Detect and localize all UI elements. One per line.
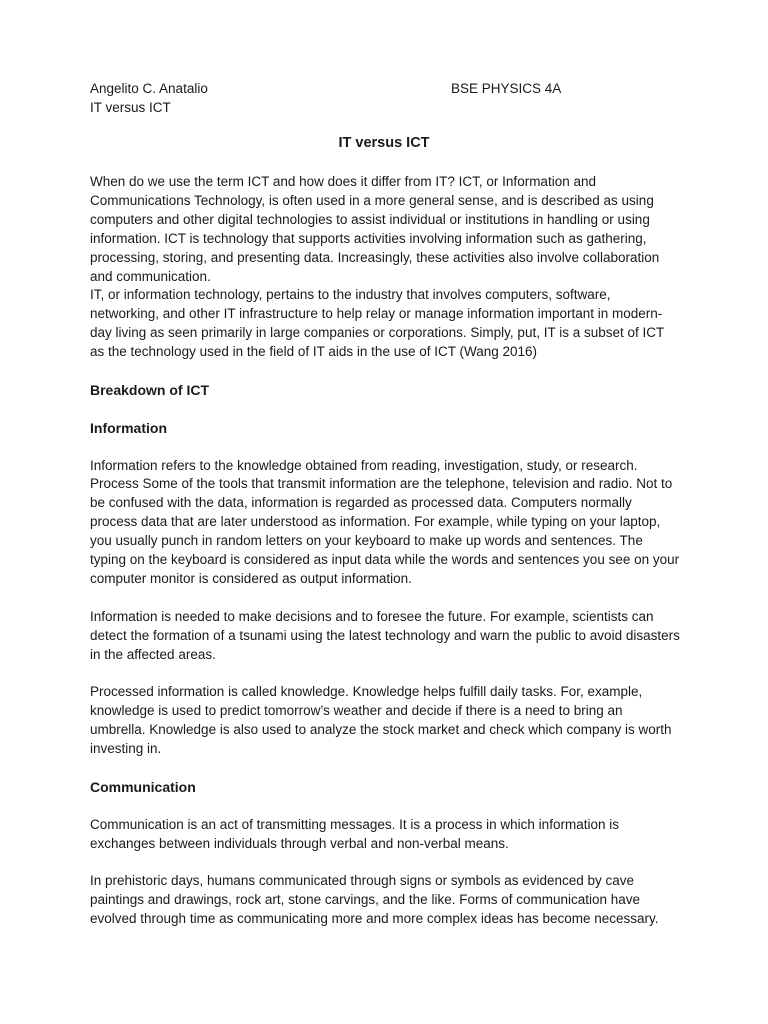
communication-paragraph-1: Communication is an act of transmitting messages. It is a process in which information is exchanges between individuals through verbal and non-verbal means.	[90, 816, 619, 851]
heading-communication: Communication	[90, 778, 196, 795]
student-name: Angelito C. Anatalio	[90, 81, 208, 96]
communication-paragraph-2: In prehistoric days, humans communicated through signs or symbols as evidenced by cave paintings and drawings, rock art, stone carvings, and the like. Forms of communication have evolved through time as communicating more and more complex ideas has become necessary.	[90, 873, 659, 927]
information-paragraph-1: Information refers to the knowledge obtained from reading, investigation, study, or research. Process Some of the tools that transmit information are the telephone, television and radio. Not to be confused with the data, information is regarded as processed data. Computers normally process data that are later understood as information. For example, while typing on your laptop, you usually punch in random letters on your keyboard to make up words and sentences. The typing on the keyboard is considered as input data while the words and sentences you see on your computer monitor is considered as output information.	[90, 457, 680, 586]
intro-paragraph-1: When do we use the term ICT and how does it differ from IT? ICT, or Information and Communications Technology, is often used in a more general sense, and is described as using computers and other digital technologies to assist individual or institutions in handling or using information. ICT is technology that supports activities involving information such as gathering, processing, storing, and presenting data. Increasingly, these activities also involve collaboration and communication.	[90, 174, 660, 284]
heading-breakdown: Breakdown of ICT	[90, 381, 210, 398]
document-title: IT versus ICT	[338, 135, 430, 151]
information-paragraph-2: Information is needed to make decisions and to foresee the future. For example, scientists can detect the formation of a tsunami using the latest technology and warn the public to avoid disasters in the affected areas.	[90, 608, 680, 662]
information-paragraph-3: Processed information is called knowledge. Knowledge helps fulfill daily tasks. For, example, knowledge is used to predict tomorrow’s weather and decide if there is a need to bring an umbrella. Knowledge is also used to analyze the stock market and check which company is worth investing in.	[90, 684, 672, 757]
intro-paragraph-2: IT, or information technology, pertains to the industry that involves computers, software, networking, and other IT infrastructure to help relay or manage information important in modern-day living as seen primarily in large companies or corporations. Simply, put, IT is a subset of ICT as the technology used in the field of IT aids in the use of ICT (Wang 2016)	[90, 287, 665, 360]
heading-information: Information	[90, 419, 167, 436]
document-body	[90, 173, 680, 929]
subject-line: IT versus ICT	[90, 100, 171, 115]
class-section: BSE PHYSICS 4A	[451, 81, 562, 96]
